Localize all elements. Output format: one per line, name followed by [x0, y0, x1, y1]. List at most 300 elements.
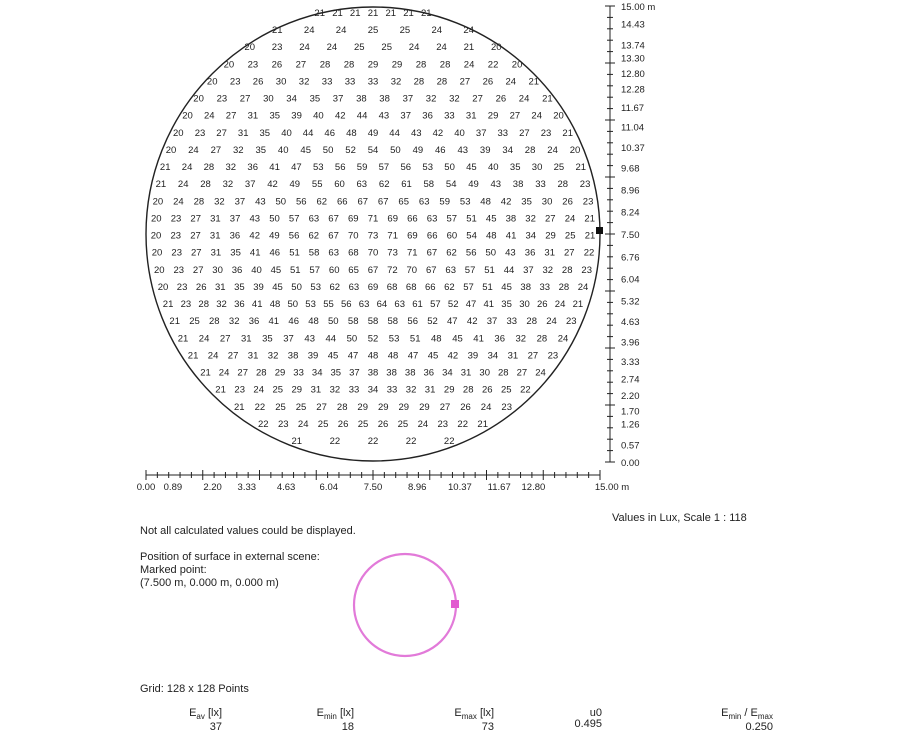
lux-value: 20: [151, 247, 163, 259]
lux-value: 21: [584, 213, 595, 225]
x-tick-label: 10.37: [448, 482, 472, 493]
lux-value: 36: [234, 299, 245, 310]
lux-value: 38: [520, 281, 531, 293]
lux-value: 24: [303, 25, 315, 37]
lux-value: 30: [531, 162, 543, 174]
lux-value: 31: [241, 333, 252, 345]
lux-value: 60: [446, 230, 458, 242]
lux-value: 62: [446, 247, 457, 259]
lux-value: 37: [402, 93, 414, 105]
y-tick-label: 12.80: [621, 68, 645, 80]
lux-value: 43: [304, 333, 315, 345]
lux-value: 22: [443, 436, 455, 447]
lux-value: 28: [193, 196, 205, 208]
lux-value: 31: [209, 230, 221, 242]
lux-value: 21: [177, 333, 189, 345]
lux-value: 24: [480, 401, 492, 413]
lux-value: 71: [407, 247, 418, 259]
lux-value: 27: [316, 401, 327, 413]
lux-value: 27: [472, 93, 483, 105]
lux-value: 22: [583, 247, 595, 259]
lux-value: 40: [454, 127, 465, 139]
lux-value: 21: [234, 401, 245, 413]
x-tick-label: 0.89: [163, 482, 183, 493]
lux-value: 27: [190, 213, 201, 225]
lux-value: 69: [367, 281, 379, 293]
lux-value: 29: [391, 59, 403, 71]
lux-value: 50: [269, 213, 280, 225]
lux-value: 23: [547, 350, 559, 362]
lux-value: 25: [381, 42, 392, 54]
lux-value: 59: [356, 162, 368, 174]
lux-value: 68: [348, 247, 359, 259]
lux-value: 21: [562, 127, 573, 139]
lux-value: 27: [192, 264, 204, 276]
y-tick-label: 8.96: [621, 185, 640, 197]
lux-value: 53: [305, 299, 316, 310]
y-axis: [605, 2, 655, 469]
lux-value: 41: [268, 316, 280, 328]
lux-value: 20: [511, 59, 523, 71]
lux-value: 24: [535, 367, 546, 379]
lux-value: 29: [443, 384, 455, 396]
lux-value: 23: [247, 59, 259, 71]
lux-value: 24: [436, 42, 447, 54]
lux-value: 31: [310, 384, 322, 396]
lux-value: 25: [501, 384, 512, 396]
lux-value: 45: [485, 213, 497, 225]
lux-value: 28: [498, 367, 509, 379]
lux-value: 48: [346, 127, 357, 139]
lux-value: 53: [388, 333, 400, 345]
lux-value: 45: [300, 145, 311, 156]
lux-value: 29: [291, 384, 303, 396]
lux-value: 33: [348, 384, 360, 396]
lux-value: 39: [253, 281, 264, 293]
lux-value: 35: [234, 281, 245, 293]
lux-value: 56: [407, 316, 418, 328]
lux-value: 20: [193, 93, 204, 105]
lux-value: 24: [547, 145, 558, 156]
lux-value: 23: [170, 230, 182, 242]
lux-value: 41: [483, 299, 495, 310]
lux-value: 49: [412, 145, 424, 156]
lux-value: 47: [291, 162, 302, 174]
lux-value: 45: [452, 333, 463, 345]
y-tick-label: 3.33: [621, 356, 640, 368]
lux-value: 50: [287, 299, 299, 310]
lux-value: 50: [291, 281, 302, 293]
lux-value: 21: [169, 316, 180, 328]
lux-value: 24: [181, 162, 193, 174]
lux-value: 22: [457, 418, 468, 430]
lux-value: 38: [287, 350, 299, 362]
lux-value: 22: [254, 401, 266, 413]
lux-value: 35: [269, 110, 281, 122]
lux-value: 25: [367, 25, 379, 37]
lux-value: 57: [446, 213, 458, 225]
lux-value: 32: [222, 179, 234, 191]
lux-value: 66: [426, 230, 438, 242]
lux-value: 20: [206, 76, 218, 88]
lux-value: 56: [341, 299, 352, 310]
lux-value: 27: [439, 401, 451, 413]
lux-value: 24: [297, 418, 309, 430]
stat-eav-value: 37: [209, 721, 222, 734]
lux-value: 28: [415, 59, 427, 71]
lux-value: 21: [385, 8, 397, 19]
lux-value: 40: [313, 110, 324, 122]
lux-value: 30: [263, 93, 274, 105]
lux-value: 35: [259, 127, 271, 139]
lux-value: 23: [501, 401, 512, 413]
lux-value: 24: [463, 25, 474, 37]
lux-value: 69: [348, 213, 359, 225]
y-tick-label: 2.20: [621, 391, 640, 403]
lux-value: 25: [354, 42, 365, 54]
lux-value: 62: [444, 281, 455, 293]
lux-value: 28: [256, 367, 267, 379]
lux-value: 36: [494, 333, 505, 345]
lux-value: 47: [347, 350, 359, 362]
lux-value: 23: [437, 418, 449, 430]
lux-value: 63: [328, 247, 339, 259]
lux-value: 33: [506, 316, 518, 328]
lux-value: 32: [390, 76, 402, 88]
lux-value: 46: [435, 145, 446, 156]
lux-value: 21: [477, 418, 488, 430]
lux-value: 57: [378, 162, 390, 174]
lux-value: 63: [418, 196, 430, 208]
lux-value: 48: [480, 196, 491, 208]
lux-value: 53: [422, 162, 433, 174]
lux-value: 32: [216, 299, 227, 310]
lux-value: 27: [459, 76, 471, 88]
lux-value: 51: [466, 213, 477, 225]
lux-value: 32: [525, 213, 536, 225]
lux-value: 48: [308, 316, 319, 328]
lux-value: 30: [479, 367, 490, 379]
lux-value: 58: [347, 316, 359, 328]
lux-value: 28: [536, 333, 548, 345]
lux-value: 31: [247, 350, 259, 362]
lux-value: 22: [329, 436, 341, 447]
lux-value: 50: [275, 196, 287, 208]
lux-value: 33: [497, 127, 509, 139]
lux-value: 24: [557, 333, 569, 345]
lux-value: 23: [194, 127, 206, 139]
lux-value: 32: [425, 93, 437, 105]
lux-value: 37: [332, 93, 344, 105]
stat-emin: $E_{min}$ [lx] 18: [290, 708, 354, 733]
y-tick-label: 1.70: [621, 406, 640, 418]
lux-value: 24: [463, 59, 475, 71]
lux-value: 23: [234, 384, 245, 396]
lux-value: 70: [406, 264, 418, 276]
lux-value: 25: [564, 230, 576, 242]
stat-emin-value: 18: [341, 721, 354, 734]
lux-value: 21: [215, 384, 226, 396]
lux-value: 21: [403, 8, 414, 19]
lux-value: 36: [524, 247, 536, 259]
lux-value: 21: [187, 350, 199, 362]
lux-value: 52: [367, 333, 379, 345]
lux-value: 23: [566, 316, 577, 328]
lux-value: 49: [289, 179, 301, 191]
lux-value: 38: [386, 367, 397, 379]
lux-value: 26: [482, 76, 494, 88]
lux-value: 63: [394, 299, 405, 310]
lux-value: 43: [457, 145, 469, 156]
lux-value: 31: [424, 384, 436, 396]
lux-value: 37: [523, 264, 534, 276]
lux-value: 70: [367, 247, 379, 259]
lux-value: 20: [182, 110, 193, 122]
inset-marked-point: [451, 600, 459, 608]
lux-value: 36: [229, 230, 241, 242]
position-title: Position of surface in external scene:: [140, 551, 320, 563]
lux-value: 22: [258, 418, 269, 430]
lux-value: 43: [255, 196, 266, 208]
lux-value: 50: [485, 247, 497, 259]
y-tick-label: 9.68: [621, 163, 640, 175]
lux-value: 30: [541, 196, 553, 208]
lux-value: 33: [539, 281, 551, 293]
lux-values: [151, 8, 596, 447]
lux-value: 28: [343, 59, 355, 71]
lux-value: 21: [463, 42, 475, 54]
lux-value: 26: [271, 59, 283, 71]
lux-value: 49: [468, 179, 479, 191]
lux-value: 33: [321, 76, 333, 88]
lux-value: 73: [387, 247, 398, 259]
lux-value: 25: [189, 316, 200, 328]
lux-value: 35: [509, 162, 521, 174]
y-tick-label: 7.50: [621, 230, 640, 241]
lux-value: 58: [387, 316, 399, 328]
lux-value: 27: [509, 110, 521, 122]
lux-value: 21: [272, 25, 283, 37]
lux-value: 53: [459, 196, 471, 208]
lux-value: 20: [244, 42, 255, 54]
lux-value: 28: [524, 145, 536, 156]
lux-value: 61: [401, 179, 412, 191]
lux-value: 58: [423, 179, 435, 191]
lux-value: 26: [252, 76, 264, 88]
marked-point-coords: (7.500 m, 0.000 m, 0.000 m): [140, 577, 279, 589]
lux-value: 26: [337, 418, 349, 430]
lux-value: 34: [367, 384, 379, 396]
lux-value: 28: [200, 179, 211, 191]
lux-value: 48: [269, 299, 281, 310]
lux-value: 65: [398, 196, 409, 208]
lux-value: 36: [423, 367, 435, 379]
lux-value: 43: [490, 179, 502, 191]
lux-value: 67: [357, 196, 369, 208]
lux-value: 52: [427, 316, 438, 328]
lux-value: 34: [487, 350, 499, 362]
lux-value: 62: [329, 281, 341, 293]
lux-value: 63: [308, 213, 320, 225]
lux-value: 32: [515, 333, 527, 345]
lux-value: 69: [407, 230, 418, 242]
lux-value: 53: [313, 162, 324, 174]
lux-value: 51: [482, 281, 493, 293]
lux-value: 28: [439, 59, 451, 71]
lux-value: 31: [210, 213, 221, 225]
lux-value: 25: [317, 418, 329, 430]
lux-value: 26: [537, 299, 548, 310]
lux-value: 27: [219, 333, 231, 345]
lux-value: 48: [387, 350, 399, 362]
lux-value: 28: [557, 179, 569, 191]
lux-value: 35: [309, 93, 321, 105]
lux-value: 43: [505, 247, 516, 259]
lux-value: 63: [426, 213, 438, 225]
lux-value: 53: [310, 281, 321, 293]
not-all-values-note: Not all calculated values could be displayed.: [140, 525, 356, 537]
lux-value: 21: [572, 299, 584, 310]
lux-value: 42: [466, 316, 478, 328]
lux-value: 33: [386, 384, 398, 396]
lux-value: 21: [528, 76, 540, 88]
lux-value: 67: [426, 264, 437, 276]
lux-value: 64: [376, 299, 388, 310]
lux-value: 37: [244, 179, 256, 191]
lux-value: 26: [562, 196, 573, 208]
lux-value: 32: [267, 350, 279, 362]
lux-value: 51: [409, 333, 421, 345]
lux-value: 22: [405, 436, 417, 447]
lux-value: 24: [326, 42, 338, 54]
lux-value: 50: [390, 145, 401, 156]
lux-value: 67: [328, 213, 339, 225]
lux-value: 42: [335, 110, 346, 122]
lux-value: 27: [519, 127, 530, 139]
lux-value: 71: [367, 213, 379, 225]
values-scale-note: Values in Lux, Scale 1 : 118: [612, 512, 747, 524]
lux-value: 39: [291, 110, 302, 122]
stat-emax-value: 73: [481, 721, 494, 734]
lux-value: 29: [274, 367, 286, 379]
lux-value: 21: [200, 367, 211, 379]
lux-value: 45: [270, 264, 282, 276]
lux-value: 28: [209, 316, 220, 328]
y-tick-label: 3.96: [621, 337, 640, 349]
lux-value: 45: [327, 350, 339, 362]
lux-value: 21: [575, 162, 587, 174]
lux-value: 54: [445, 179, 457, 191]
x-tick-label: 7.50: [363, 482, 383, 493]
x-tick-label: 8.96: [407, 482, 427, 493]
y-tick-label: 8.24: [621, 207, 640, 219]
lux-value: 57: [463, 281, 474, 293]
lux-value: 29: [357, 401, 368, 413]
lux-value: 47: [465, 299, 477, 310]
lux-value: 23: [176, 281, 188, 293]
lux-value: 47: [407, 350, 419, 362]
lux-value: 51: [484, 264, 495, 276]
lux-value: 43: [249, 213, 261, 225]
y-tick-label: 10.37: [621, 142, 645, 154]
lux-value: 22: [367, 436, 379, 447]
lux-value: 36: [247, 162, 258, 174]
lux-value: 21: [367, 8, 379, 19]
lux-value: 35: [501, 299, 512, 310]
lux-value: 51: [290, 264, 301, 276]
lux-value: 25: [553, 162, 565, 174]
lux-value: 27: [227, 350, 239, 362]
lux-value: 27: [545, 213, 556, 225]
lux-value: 31: [460, 367, 472, 379]
lux-value: 34: [286, 93, 297, 105]
lux-value: 32: [233, 145, 244, 156]
lux-value: 48: [367, 350, 379, 362]
lux-value: 20: [491, 42, 502, 54]
lux-value: 28: [203, 162, 215, 174]
lux-value: 42: [267, 179, 278, 191]
lux-value: 45: [501, 281, 512, 293]
lux-value: 70: [348, 230, 359, 242]
lux-value: 51: [289, 247, 300, 259]
lux-value: 65: [348, 264, 359, 276]
lux-value: 35: [262, 333, 273, 345]
stat-ratio: $E_{min} / E_{max}$ 0.250: [680, 708, 773, 733]
y-tick-label: 6.76: [621, 252, 640, 264]
lux-value: 21: [162, 299, 174, 310]
lux-value: 23: [540, 127, 552, 139]
lux-value: 24: [177, 179, 189, 191]
lux-value: 45: [466, 162, 477, 174]
lux-value: 28: [336, 401, 348, 413]
y-tick-label: 13.30: [621, 53, 645, 65]
lux-value: 49: [367, 127, 379, 139]
lux-value: 37: [349, 367, 360, 379]
lux-value: 44: [325, 333, 337, 345]
lux-value: 27: [237, 367, 248, 379]
lux-value: 41: [269, 162, 280, 174]
lux-value: 29: [487, 110, 499, 122]
lux-value: 58: [367, 316, 379, 328]
lux-value: 50: [328, 316, 339, 328]
lux-value: 28: [436, 76, 448, 88]
lux-value: 39: [479, 145, 491, 156]
lux-value: 67: [328, 230, 339, 242]
lux-value: 28: [526, 316, 537, 328]
lux-value: 55: [323, 299, 334, 310]
lux-value: 40: [277, 145, 289, 156]
lux-value: 30: [275, 76, 287, 88]
lux-value: 46: [269, 247, 281, 259]
x-tick-label: 6.04: [319, 482, 339, 493]
lux-value: 24: [554, 299, 566, 310]
lux-value: 21: [159, 162, 171, 174]
lux-value: 28: [561, 264, 573, 276]
y-tick-label: 4.63: [621, 317, 640, 329]
lux-value: 38: [505, 213, 517, 225]
y-tick-label: 11.04: [621, 122, 645, 134]
lux-value: 41: [249, 247, 261, 259]
lux-value: 63: [348, 281, 360, 293]
lux-value: 29: [545, 230, 556, 242]
lux-value: 24: [198, 333, 210, 345]
lux-value: 20: [157, 281, 169, 293]
lux-value: 21: [332, 8, 343, 19]
lux-value: 34: [442, 367, 453, 379]
lux-value: 27: [210, 145, 222, 156]
lux-value: 58: [308, 247, 320, 259]
lux-value: 32: [449, 93, 460, 105]
